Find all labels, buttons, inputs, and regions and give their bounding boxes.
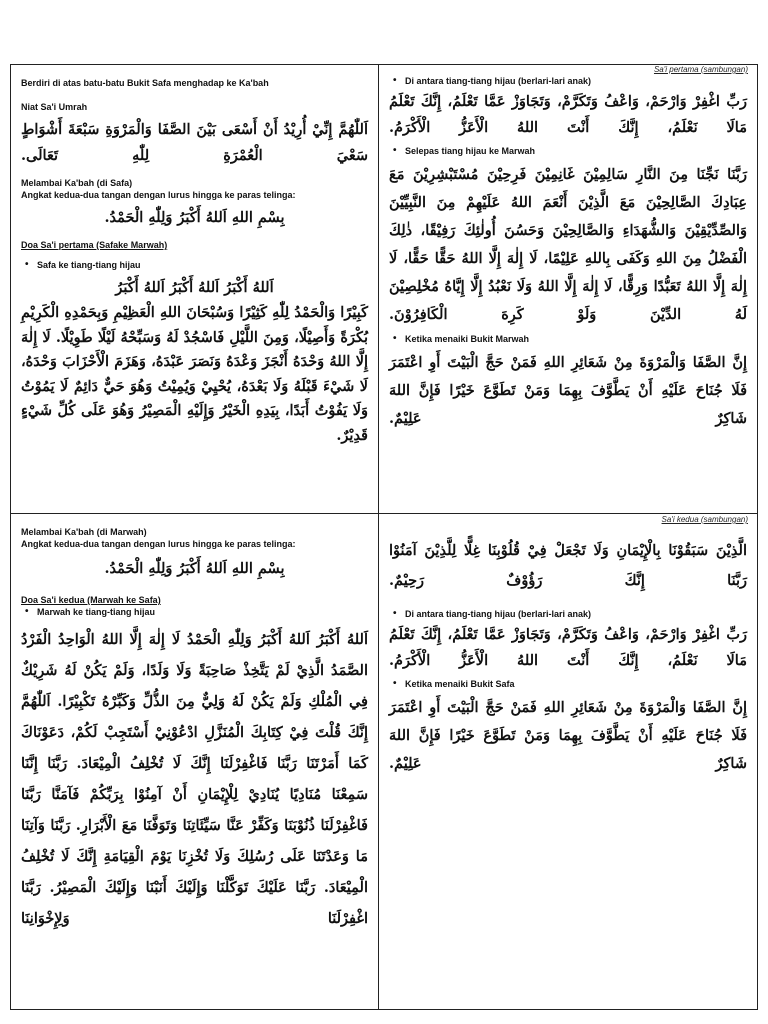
doa-sai-pertama-title: Doa Sa'i pertama (Safake Marwah) bbox=[21, 240, 168, 250]
section-header-sai-pertama-continued: Sa'i pertama (sambungan) bbox=[653, 65, 748, 74]
bullet-green-pillars-running: • Di antara tiang-tiang hijau (berlari-lari anak) bbox=[389, 75, 747, 87]
takbir-arabic-marwah: بِسْمِ اللهِ اَللهُ أَكْبَرُ وَلِلّٰهِ الْحَمْدُ. bbox=[104, 560, 285, 577]
raise-hands-instruction-marwah: Angkat kedua-dua tangan dengan lurus hingga ke paras telinga: bbox=[21, 539, 296, 549]
panel-doa-sai-kedua bbox=[10, 513, 379, 1010]
takbir-arabic: بِسْمِ اللهِ اَللهُ أَكْبَرُ وَلِلّٰهِ الْحَمْدُ. bbox=[104, 209, 285, 226]
doa-green-pillars-arabic-2: رَبِّ اغْفِرْ وَارْحَمْ، وَاعْفُ وَتَكَرَّمْ، وَتَجَاوَزْ عَمَّا تَعْلَمُ، إِنَّكَ تَعْلَمُ مَالَا نَعْلَمُ، إِنَّكَ أَنْتَ اللهُ الْأَعَزُّ الْأَكْرَمُ. bbox=[389, 626, 747, 669]
bullet-climbing-safa: • Ketika menaiki Bukit Safa bbox=[389, 678, 747, 690]
safa-instruction: Berdiri di atas batu-batu Bukit Safa menghadap ke Ka'bah bbox=[21, 78, 269, 88]
panel-niat-and-doa-pertama bbox=[10, 64, 379, 514]
doa-pertama-arabic-body: كَبِيْرًا وَالْحَمْدُ لِلّٰهِ كَثِيْرًا وَسُبْحَانَ اللهِ الْعَظِيْمِ وَبِحَمْدِهِ الْكَرِيْمِ بُكْرَةً وَأَصِيْلًا، وَمِنَ اللَّيْلِ فَاسْجُدْ لَهُ وَسَبِّحْهُ لَيْلًا طَوِيْلًا. لَا إِلٰهَ إِلَّا اللهُ وَحْدَهُ أَنْجَزَ وَعْدَهُ وَنَصَرَ عَبْدَهُ، وَهَزَمَ الْأَحْزَابَ وَحْدَهُ، لَا شَيْءَ قَبْلَهُ وَلَا بَعْدَهُ، يُحْيِيْ وَيُمِيْتُ وَهُوَ حَيٌّ دَائِمٌ لَا يَمُوْتُ وَلَا يَفُوْتُ أَبَدًا، بِيَدِهِ الْخَيْرُ وَإِلَيْهِ الْمَصِيْرُ وَهُوَ عَلَى كُلِّ شَيْءٍ قَدِيْرٌ. bbox=[21, 304, 368, 444]
ayah-safa-marwah-arabic: إِنَّ الصَّفَا وَالْمَرْوَةَ مِنْ شَعَائِرِ اللهِ فَمَنْ حَجَّ الْبَيْتَ أَوِ اعْتَمَرَ فَلَا جُنَاحَ عَلَيْهِ أَنْ يَطَّوَّفَ بِهِمَا وَمَنْ تَطَوَّعَ خَيْرًا فَإِنَّ اللهَ شَاكِرٌ عَلِيْمٌ. bbox=[389, 354, 747, 427]
bullet-climbing-marwah: • Ketika menaiki Bukit Marwah bbox=[389, 333, 747, 345]
doa-to-marwah-arabic: رَبَّنَا نَجِّنَا مِنَ النَّارِ سَالِمِيْنَ غَانِمِيْنَ فَرِحِيْنَ مُسْتَبْشِرِيْنَ مَعَ عِبَادِكَ الصَّالِحِيْنَ مَعَ الَّذِيْنَ أَنْعَمَ اللهُ عَلَيْهِمْ مِنَ النَّبِيِّيْنَ وَالصِّدِّيْقِيْنَ وَالشُّهَدَاءِ وَالصَّالِحِيْنَ وَحَسُنَ أُولٰئِكَ رَفِيْقًا، ذٰلِكَ الْفَضْلُ مِنَ اللهِ وَكَفَى بِاللهِ عَلِيْمًا، لَا إِلٰهَ إِلَّا اللهُ حَقًّا حَقًّا، لَا إِلٰهَ إِلَّا اللهُ تَعَبُّدًا وَرِقًّا، لَا إِلٰهَ إِلَّا اللهُ وَلَا نَعْبُدُ إِلَّا إِيَّاهُ مُخْلِصِيْنَ لَهُ الدِّيْنَ وَلَوْ كَرِهَ الْكَافِرُوْنَ. bbox=[389, 166, 747, 323]
bullet-green-pillars-running-2: • Di antara tiang-tiang hijau (berlari-lari anak) bbox=[389, 608, 747, 620]
wave-kabah-marwah-label: Melambai Ka'bah (di Marwah) bbox=[21, 527, 147, 537]
niat-arabic: اَللّٰهُمَّ إِنِّيْ أُرِيْدُ أَنْ أَسْعَى بَيْنَ الصَّفَا وَالْمَرْوَةِ سَبْعَةَ أَشْوَاطٍ سَعْيَ الْعُمْرَةِ لِلّٰهِ تَعَالَى. bbox=[21, 121, 368, 164]
bullet-safa-to-green-pillars: • Safa ke tiang-tiang hijau bbox=[21, 259, 368, 271]
wave-kabah-safa-label: Melambai Ka'bah (di Safa) bbox=[21, 178, 133, 188]
doa-sai-kedua-title: Doa Sa'i kedua (Marwah ke Safa) bbox=[21, 595, 161, 605]
bullet-marwah-to-green-pillars: • Marwah ke tiang-tiang hijau bbox=[21, 606, 368, 618]
ayah-safa-marwah-arabic-2: إِنَّ الصَّفَا وَالْمَرْوَةَ مِنْ شَعَائِرِ اللهِ فَمَنْ حَجَّ الْبَيْتَ أَوِ اعْتَمَرَ فَلَا جُنَاحَ عَلَيْهِ أَنْ يَطَّوَّفَ بِهِمَا وَمَنْ تَطَوَّعَ خَيْرًا فَإِنَّ اللهَ شَاكِرٌ عَلِيْمٌ. bbox=[389, 699, 747, 772]
doa-kedua-continued-arabic: الَّذِيْنَ سَبَقُوْنَا بِالْإِيْمَانِ وَلَا تَجْعَلْ فِيْ قُلُوْبِنَا غِلًّا لِلَّذِيْنَ آمَنُوْا رَبَّنَا إِنَّكَ رَؤُوْفٌ رَحِيْمٌ. bbox=[389, 542, 747, 589]
bullet-after-green-pillars-to-marwah: • Selepas tiang hijau ke Marwah bbox=[389, 145, 747, 157]
section-header-sai-kedua-continued: Sa'i kedua (sambungan) bbox=[661, 515, 748, 524]
doa-green-pillars-arabic: رَبِّ اغْفِرْ وَارْحَمْ، وَاعْفُ وَتَكَرَّمْ، وَتَجَاوَزْ عَمَّا تَعْلَمُ، إِنَّكَ تَعْلَمُ مَالَا نَعْلَمُ، إِنَّكَ أَنْتَ اللهُ الْأَعَزُّ الْأَكْرَمُ. bbox=[389, 93, 747, 136]
panel-sai-pertama-continued bbox=[378, 64, 758, 514]
doa-kedua-arabic-body: اَللهُ أَكْبَرُ اَللهُ أَكْبَرُ وَلِلّٰهِ الْحَمْدُ لَا إِلٰهَ إِلَّا اللهُ الْوَاحِدُ الْفَرْدُ الصَّمَدُ الَّذِيْ لَمْ يَتَّخِذْ صَاحِبَةً وَلَا وَلَدًا، وَلَمْ يَكُنْ لَهُ شَرِيْكٌ فِي الْمُلْكِ وَلَمْ يَكُنْ لَهُ وَلِيٌّ مِنَ الذُّلِّ وَكَبِّرْهُ تَكْبِيْرًا. اَللّٰهُمَّ إِنَّكَ قُلْتَ فِيْ كِتَابِكَ الْمُنَزَّلِ ادْعُوْنِيْ أَسْتَجِبْ لَكُمْ، دَعَوْنَاكَ كَمَا أَمَرْتَنَا رَبَّنَا فَاغْفِرْلَنَا إِنَّكَ لَا تُخْلِفُ الْمِيْعَادَ. رَبَّنَا إِنَّنَا سَمِعْنَا مُنَادِيًا يُنَادِيْ لِلْإِيْمَانِ أَنْ آمِنُوْا بِرَبِّكُمْ فَآمَنَّا رَبَّنَا فَاغْفِرْلَنَا ذُنُوْبَنَا وَكَفِّرْ عَنَّا سَيِّئَاتِنَا وَتَوَفَّنَا مَعَ الْأَبْرَارِ. رَبَّنَا وَآتِنَا مَا وَعَدْتَنَا عَلَى رُسُلِكَ وَلَا تُخْزِنَا يَوْمَ الْقِيَامَةِ إِنَّكَ لَا تُخْلِفُ الْمِيْعَادَ. رَبَّنَا عَلَيْكَ تَوَكَّلْنَا وَإِلَيْكَ أَنَبْنَا وَإِلَيْكَ الْمَصِيْرُ. رَبَّنَا اغْفِرْلَنَا وَلِإِخْوَانِنَا bbox=[21, 631, 368, 927]
panel-sai-kedua-continued bbox=[378, 513, 758, 1010]
doa-pertama-arabic-line1: اَللهُ أَكْبَرُ اَللهُ أَكْبَرُ اَللهُ أَكْبَرُ bbox=[115, 279, 274, 296]
raise-hands-instruction: Angkat kedua-dua tangan dengan lurus hingga ke paras telinga: bbox=[21, 190, 296, 200]
niat-label: Niat Sa'i Umrah bbox=[21, 102, 88, 112]
